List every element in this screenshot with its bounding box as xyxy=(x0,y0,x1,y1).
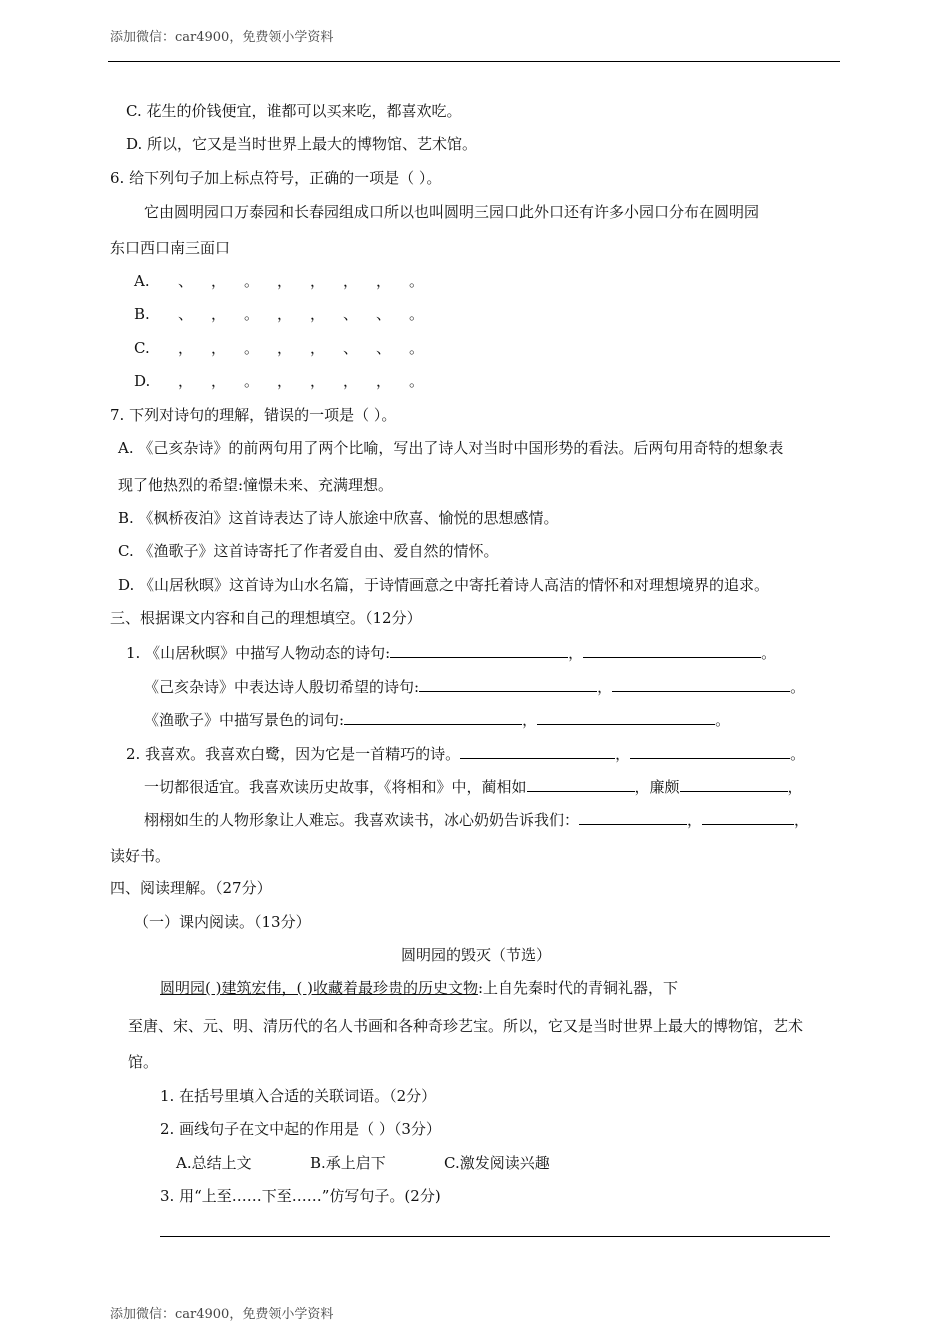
q7-option-d: D. 《山居秋暝》这首诗为山水名篇，于诗情画意之中寄托着诗人高洁的情怀和对理想境界的追求。 xyxy=(118,576,770,594)
q6-option-d: D. ， ， 。 ， ， ， ， 。 xyxy=(134,372,425,390)
underlined-sentence: 圆明园( )建筑宏伟，( )收藏着最珍贵的历史文物 xyxy=(160,979,478,997)
page-footer: 添加微信：car4900，免费领小学资料 xyxy=(110,1307,334,1322)
answer-blank[interactable] xyxy=(702,809,794,825)
reading-q2-options: A.总结上文 B.承上启下 C.激发阅读兴趣 xyxy=(176,1154,550,1172)
passage-line1: 圆明园( )建筑宏伟，( )收藏着最珍贵的历史文物:上自先秦时代的青铜礼器，下 xyxy=(160,979,679,997)
answer-blank[interactable] xyxy=(390,642,568,658)
q6-option-a: A. 、 ， 。 ， ， ， ， 。 xyxy=(134,272,425,290)
q6-passage-line1: 它由圆明园口万泰园和长春园组成口所以也叫圆明三园口此外口还有许多小园口分布在圆明园 xyxy=(144,203,760,221)
q6-option-b: B. 、 ， 。 ， ， 、 、 。 xyxy=(134,305,425,323)
header-rule xyxy=(108,61,840,62)
sec3-line2: 《己亥杂诗》中表达诗人殷切希望的诗句: ， 。 xyxy=(144,678,806,696)
sec3-line3: 《渔歌子》中描写景色的词句: ， 。 xyxy=(144,711,731,729)
answer-blank[interactable] xyxy=(527,776,635,792)
q7-stem: 7. 下列对诗句的理解，错误的一项是（ ）。 xyxy=(110,406,397,424)
section3-title: 三、根据课文内容和自己的理想填空。（12分） xyxy=(110,609,422,627)
option-label: D. xyxy=(134,372,151,390)
reading-q3: 3. 用“上至……下至……”仿写句子。(2分) xyxy=(160,1187,441,1205)
option-label: B. xyxy=(134,305,150,323)
sec3-line1: 1. 《山居秋暝》中描写人物动态的诗句: ， 。 xyxy=(126,644,777,662)
answer-blank[interactable] xyxy=(680,776,788,792)
answer-blank[interactable] xyxy=(537,709,715,725)
sec3-line7: 读好书。 xyxy=(110,847,171,865)
passage-title: 圆明园的毁灭（节选） xyxy=(401,946,552,964)
option-label: A. xyxy=(134,272,150,290)
sec3-line4: 2. 我喜欢。我喜欢白鹭，因为它是一首精巧的诗。 ， 。 xyxy=(126,745,806,763)
q7-option-a-line2: 现了他热烈的希望:憧憬未来、充满理想。 xyxy=(118,476,394,494)
q7-option-a-line1: A. 《己亥杂诗》的前两句用了两个比喻，写出了诗人对当时中国形势的看法。后两句用奇特的想象表 xyxy=(118,439,784,457)
answer-line[interactable] xyxy=(160,1236,830,1237)
sec3-line6: 栩栩如生的人物形象让人难忘。我喜欢读书，冰心奶奶告诉我们： ， ， xyxy=(144,811,810,829)
q6-stem: 6. 给下列句子加上标点符号，正确的一项是（ ）。 xyxy=(110,169,442,187)
answer-blank[interactable] xyxy=(612,676,790,692)
q6-passage-line2: 东口西口南三面口 xyxy=(110,239,231,257)
section4-subtitle: （一）课内阅读。（13分） xyxy=(134,913,311,931)
q6-option-c: C. ， ， 。 ， ， 、 、 。 xyxy=(134,339,425,357)
passage-line2: 至唐、宋、元、明、清历代的名人书画和各种奇珍艺宝。所以，它又是当时世界上最大的博物馆，艺术 xyxy=(128,1017,804,1035)
sec3-line5: 一切都很适宜。我喜欢读历史故事，《将相和》中，蔺相如 ，廉颇 ， xyxy=(144,778,803,796)
q5-option-d: D. 所以，它又是当时世界上最大的博物馆、艺术馆。 xyxy=(126,135,478,153)
q5-option-c: C. 花生的价钱便宜，谁都可以买来吃，都喜欢吃。 xyxy=(126,102,462,120)
reading-q1: 1. 在括号里填入合适的关联词语。（2分） xyxy=(160,1087,437,1105)
answer-blank[interactable] xyxy=(419,676,597,692)
answer-blank[interactable] xyxy=(579,809,687,825)
option-label: C. xyxy=(134,339,150,357)
answer-blank[interactable] xyxy=(583,642,761,658)
reading-q2: 2. 画线句子在文中起的作用是（ ）（3分） xyxy=(160,1120,441,1138)
q7-option-b: B. 《枫桥夜泊》这首诗表达了诗人旅途中欣喜、愉悦的思想感情。 xyxy=(118,509,559,527)
q7-option-c: C. 《渔歌子》这首诗寄托了作者爱自由、爱自然的情怀。 xyxy=(118,542,499,560)
section4-title: 四、阅读理解。（27分） xyxy=(110,879,272,897)
answer-blank[interactable] xyxy=(630,743,790,759)
answer-blank[interactable] xyxy=(344,709,522,725)
answer-blank[interactable] xyxy=(460,743,615,759)
page-header: 添加微信：car4900，免费领小学资料 xyxy=(110,30,334,45)
passage-line3: 馆。 xyxy=(128,1053,159,1071)
